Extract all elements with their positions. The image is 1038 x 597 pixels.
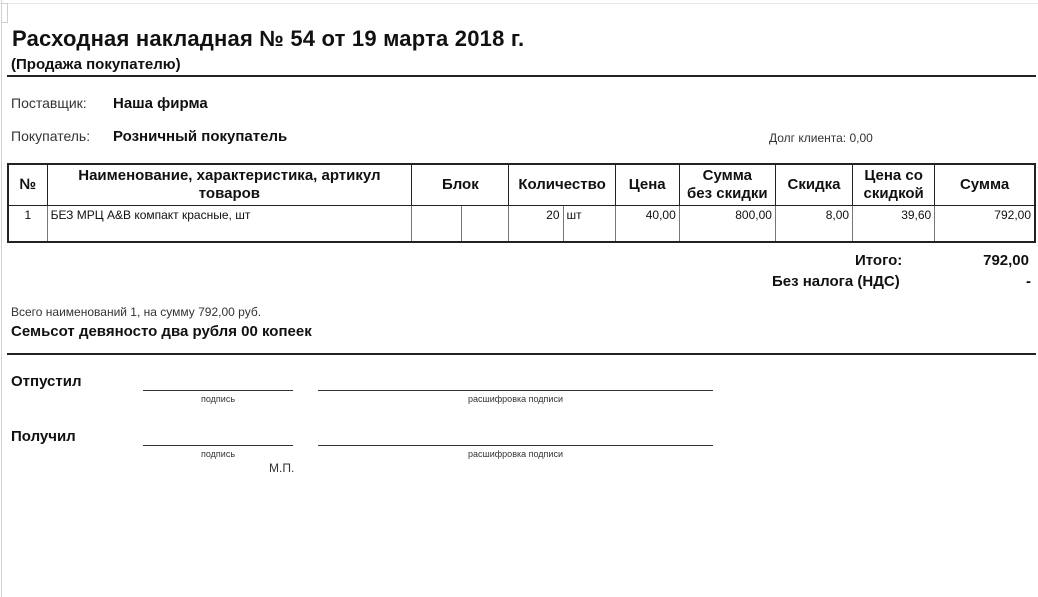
col-header-block: Блок: [412, 164, 509, 206]
col-header-qty: Количество: [509, 164, 615, 206]
cell-qty: 20: [509, 206, 563, 243]
total-label: Итого:: [855, 252, 903, 269]
summary-divider: [7, 353, 1036, 355]
col-header-price-discounted-line2: скидкой: [863, 185, 924, 202]
window-left-border: [1, 0, 2, 597]
window-corner-mark: [1, 3, 8, 23]
vat-label: Без налога (НДС): [772, 273, 900, 290]
stamp-place: М.П.: [269, 461, 295, 475]
supplier-label: Поставщик:: [11, 95, 87, 111]
buyer-label: Покупатель:: [11, 128, 91, 144]
received-decode-caption: расшифровка подписи: [468, 449, 563, 459]
cell-unit: шт: [563, 206, 615, 243]
items-table: [7, 163, 1036, 243]
document-title: Расходная накладная № 54 от 19 марта 2018 г.: [12, 26, 525, 51]
col-header-sum: Сумма: [935, 164, 1035, 206]
document-subtitle: (Продажа покупателю): [11, 56, 181, 73]
cell-price-discounted: 39,60: [853, 206, 935, 243]
header-divider: [7, 75, 1036, 77]
released-signature-caption: подпись: [200, 394, 236, 404]
vat-value: -: [1026, 273, 1031, 290]
window-top-border: [0, 3, 1038, 4]
released-decode-caption: расшифровка подписи: [468, 394, 563, 404]
received-label: Получил: [11, 428, 76, 445]
buyer-value: Розничный покупатель: [113, 128, 288, 145]
col-header-discount: Скидка: [775, 164, 852, 206]
client-debt-label: Долг клиента:: [769, 131, 847, 145]
cell-name: БЕЗ МРЦ A&B компакт красные, шт: [47, 206, 412, 243]
cell-price: 40,00: [615, 206, 679, 243]
cell-sum-no-discount: 800,00: [679, 206, 775, 243]
cell-discount: 8,00: [775, 206, 852, 243]
col-header-price-discounted-line1: Цена со: [864, 167, 923, 184]
received-signature-caption: подпись: [200, 449, 236, 459]
items-count-line: Всего наименований 1, на сумму 792,00 руб.: [11, 305, 262, 319]
table-row: [8, 206, 1035, 243]
released-label: Отпустил: [11, 373, 82, 390]
col-header-sum-no-discount: [679, 164, 775, 206]
cell-sum: 792,00: [935, 206, 1035, 243]
released-signature-line: [143, 390, 293, 391]
col-header-num: №: [8, 164, 47, 206]
col-header-name: Наименование, характеристика, артикул товаров: [47, 164, 412, 206]
amount-in-words: Семьсот девяносто два рубля 00 копеек: [11, 323, 312, 340]
client-debt-value: 0,00: [849, 131, 873, 145]
cell-block-b: [462, 206, 509, 243]
supplier-value: Наша фирма: [113, 95, 208, 112]
cell-num: 1: [8, 206, 47, 243]
received-signature-line: [143, 445, 293, 446]
total-value: 792,00: [983, 252, 1029, 269]
received-decode-line: [318, 445, 713, 446]
col-header-price: Цена: [615, 164, 679, 206]
client-debt: [769, 131, 873, 145]
released-decode-line: [318, 390, 713, 391]
table-header-row: [8, 164, 1035, 206]
col-header-price-discounted: [853, 164, 935, 206]
col-header-sum-no-discount-line1: Сумма: [702, 167, 752, 184]
col-header-sum-no-discount-line2: без скидки: [687, 185, 768, 202]
cell-block-a: [412, 206, 462, 243]
